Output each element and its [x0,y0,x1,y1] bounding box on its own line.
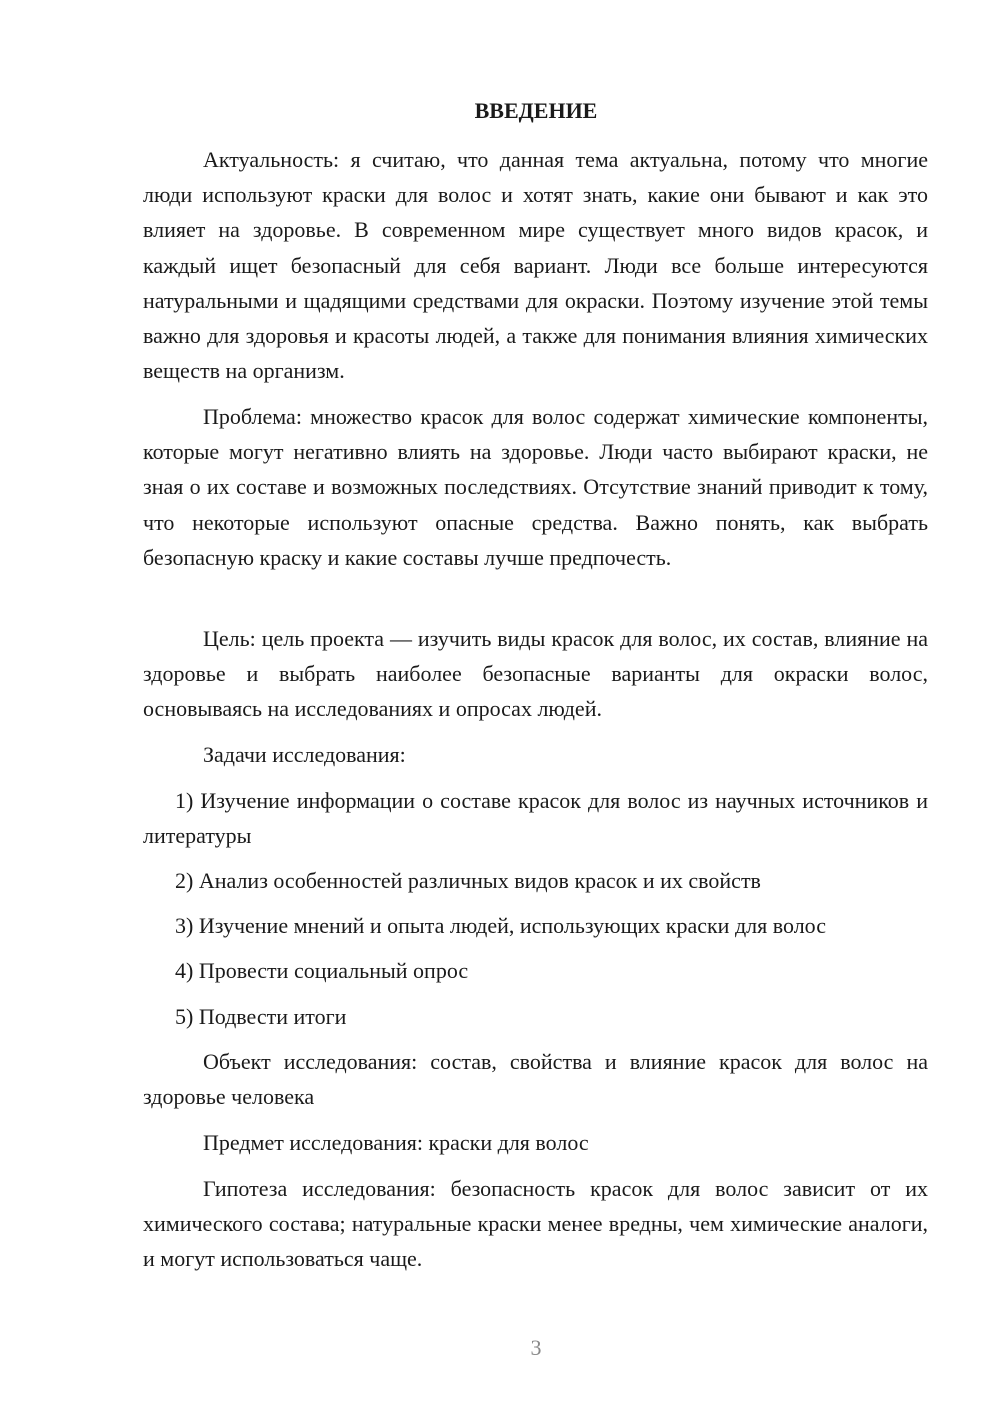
paragraph-object: Объект исследования: состав, свойства и влияние красок для волос на здоровье человека [143,1049,928,1110]
page-title: ВВЕДЕНИЕ [474,98,598,123]
task-item-4: 4) Провести социальный опрос [175,958,469,983]
paragraph-subject: Предмет исследования: краски для волос [203,1130,589,1155]
page-number: 3 [530,1335,542,1360]
task-item-2: 2) Анализ особенностей различных видов красок и их свойств [175,868,761,893]
paragraph-problem: Проблема: множество красок для волос содержат химические компоненты, которые могут негативно влиять на здоровье. Люди часто выбирают краски, не зная о их составе и возможных последствиях. Отсутствие знаний приводит к тому, что некоторые используют опасные средства. Важно понять, как выбрать безопасную краску и какие составы лучше предпочесть. [143,404,928,570]
task-item-3: 3) Изучение мнений и опыта людей, использующих краски для волос [175,913,826,938]
task-item-5: 5) Подвести итоги [175,1004,347,1029]
task-item-1: 1) Изучение информации о составе красок для волос из научных источников и литературы [143,788,928,849]
paragraph-relevance: Актуальность: я считаю, что данная тема актуальна, потому что многие люди используют краски для волос и хотят знать, какие они бывают и как это влияет на здоровье. В современном мире существует много видов красок, и каждый ищет безопасный для себя вариант. Люди все больше интересуются натуральными и щадящими средствами для окраски. Поэтому изучение этой темы важно для здоровья и красоты людей, а также для понимания влияния химических веществ на организм. [143,147,928,384]
paragraph-hypothesis: Гипотеза исследования: безопасность красок для волос зависит от их химического состава; натуральные краски менее вредны, чем химические аналоги, и могут использоваться чаще. [143,1176,928,1272]
tasks-heading: Задачи исследования: [203,742,406,767]
paragraph-goal: Цель: цель проекта — изучить виды красок для волос, их состав, влияние на здоровье и выбрать наиболее безопасные варианты для окраски волос, основываясь на исследованиях и опросах людей. [143,626,928,722]
